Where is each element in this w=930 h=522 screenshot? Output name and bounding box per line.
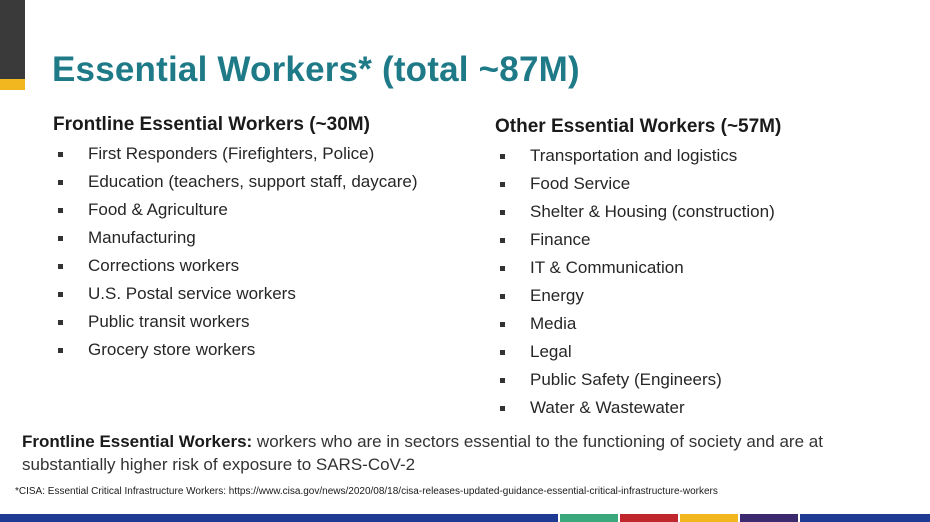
- list-item-label: Corrections workers: [88, 256, 240, 275]
- color-strip: [620, 514, 678, 522]
- list-item: [495, 394, 915, 422]
- list-item: [53, 308, 473, 336]
- color-strip: [0, 514, 558, 522]
- list-item: [53, 252, 473, 280]
- list-item: [495, 170, 915, 198]
- bullet-icon: [500, 238, 505, 243]
- bullet-icon: [58, 236, 63, 241]
- list-item-label: Food Service: [530, 174, 631, 193]
- bullet-icon: [58, 320, 63, 325]
- bullet-icon: [500, 378, 505, 383]
- list-item-label: U.S. Postal service workers: [88, 284, 296, 303]
- list-item-label: Legal: [530, 342, 572, 361]
- list-item: [495, 366, 915, 394]
- list-item-label: First Responders (Firefighters, Police): [88, 144, 375, 163]
- slide-title: Essential Workers* (total ~87M): [52, 50, 580, 89]
- color-strip: [740, 514, 798, 522]
- list-item-label: Shelter & Housing (construction): [530, 202, 775, 221]
- other-list: [495, 142, 915, 422]
- list-item-label: Transportation and logistics: [530, 146, 738, 165]
- list-item-label: Manufacturing: [88, 228, 196, 247]
- list-item: [53, 280, 473, 308]
- list-item-label: Grocery store workers: [88, 340, 256, 359]
- frontline-column: [53, 114, 473, 364]
- list-item: [495, 254, 915, 282]
- accent-bar-gold: [0, 79, 25, 90]
- bullet-icon: [500, 210, 505, 215]
- list-item: [53, 196, 473, 224]
- bullet-icon: [500, 266, 505, 271]
- other-column: [495, 116, 915, 422]
- frontline-heading: Frontline Essential Workers (~30M): [53, 114, 370, 135]
- bottom-color-bar: [0, 514, 930, 522]
- frontline-list: [53, 140, 473, 364]
- other-heading: Other Essential Workers (~57M): [495, 116, 782, 137]
- bullet-icon: [58, 264, 63, 269]
- bullet-icon: [500, 322, 505, 327]
- bullet-icon: [58, 292, 63, 297]
- bullet-icon: [500, 350, 505, 355]
- bullet-icon: [500, 294, 505, 299]
- bullet-icon: [58, 152, 63, 157]
- definition-term: Frontline Essential Workers:: [22, 432, 253, 451]
- list-item: [53, 168, 473, 196]
- color-strip: [560, 514, 618, 522]
- list-item-label: Media: [530, 314, 577, 333]
- list-item-label: IT & Communication: [530, 258, 684, 277]
- color-strip: [800, 514, 930, 522]
- list-item-label: Education (teachers, support staff, daycare): [88, 172, 418, 191]
- list-item: [495, 142, 915, 170]
- bullet-icon: [500, 154, 505, 159]
- list-item: [495, 226, 915, 254]
- list-item: [53, 140, 473, 168]
- bullet-icon: [500, 182, 505, 187]
- list-item-label: Energy: [530, 286, 584, 305]
- source-footnote: *CISA: Essential Critical Infrastructure Workers: https://www.cisa.gov/news/2020/08/18/cisa-releases-updated-guidance-essential-critical-infrastructure-workers: [15, 486, 718, 497]
- bullet-icon: [500, 406, 505, 411]
- list-item-label: Food & Agriculture: [88, 200, 228, 219]
- bullet-icon: [58, 180, 63, 185]
- list-item: [495, 310, 915, 338]
- list-item-label: Water & Wastewater: [530, 398, 685, 417]
- list-item: [53, 336, 473, 364]
- list-item: [495, 198, 915, 226]
- bullet-icon: [58, 208, 63, 213]
- list-item-label: Public Safety (Engineers): [530, 370, 722, 389]
- list-item: [495, 282, 915, 310]
- list-item: [53, 224, 473, 252]
- list-item: [495, 338, 915, 366]
- bullet-icon: [58, 348, 63, 353]
- list-item-label: Finance: [530, 230, 591, 249]
- color-strip: [680, 514, 738, 522]
- accent-bar-dark: [0, 0, 25, 79]
- definition-text: workers who are in sectors essential to the functioning of society and are at substantially higher risk of exposure to SARS-CoV-2: [22, 432, 823, 474]
- list-item-label: Public transit workers: [88, 312, 250, 331]
- definition-note: [22, 430, 902, 476]
